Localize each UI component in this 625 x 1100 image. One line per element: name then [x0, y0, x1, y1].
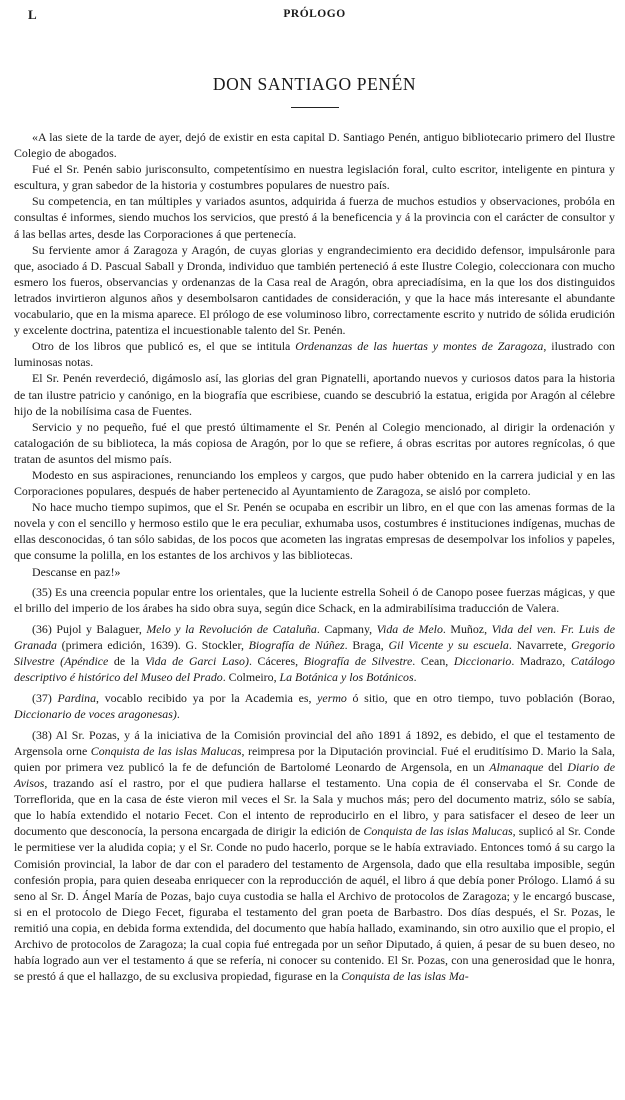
- footnote-38: [14, 727, 615, 985]
- article-title: DON SANTIAGO PENÉN: [212, 74, 417, 94]
- paragraph: Su ferviente amor á Zaragoza y Aragón, de cuyas glorias y engrandecimiento era decidido defensor, impulsáronle para que, asociado á D. Pascual Saball y Dronda, individuo que también perteneció á este Ilustre Colegio, coleccionara con mucho esmero los fueros, observancias y ordenanzas de la Casa real de Aragón, obra apreciadísima, en la que los dos distinguidos letrados invirtieron algunos años y desembolsaron cantidades de consideración, y que la hace más interesante el abundante vocabulario, que en la misma aparece. El prólogo de ese voluminoso libro, correctamente escrito y nutrido de sólida erudición y excelente doctrina, patentiza el incuestionable talento del Sr. Penén.: [14, 242, 615, 338]
- book-title: Conquista de las islas Ma-: [341, 969, 469, 984]
- text: (38) Al Sr. Pozas, y á la iniciativa de la Comisión provincial del año 1891 á 1892, es debido, el que el testamento de Argensola orne: [14, 727, 615, 758]
- term: yermo: [317, 690, 347, 705]
- text: . Muñoz,: [442, 622, 492, 636]
- text: , trazando así el rastro, por el que pudiera hallarse el testamento. Una copia de él conservaba el Sr. Conde de Torreflorida, que en la casa de éste vieron mil veces el Sr. la Sala y muchos más; pero del documento matriz, sólo se sabía, que lo había extendido el notario Fecet. Con el intento de reproducirlo en el libro, y para satisfacer el deseo de leer un documento que desconocía, la persona encargada de dirigir la edición de: [14, 776, 615, 839]
- text: Otro de los libros que publicó es, el que se intitula: [32, 339, 296, 354]
- paragraph: Su competencia, en tan múltiples y variados asuntos, adquirida á fuerza de muchos estudios y observaciones, probóla en consultas é informes, siendo muchos los servicios, que prestó á la beneficencia y á la provincia con el carácter de consultor y á las bellas artes, desde las Corporaciones á que pertenecía.: [14, 194, 615, 241]
- term: Pardina: [57, 690, 97, 705]
- paragraph: Servicio y no pequeño, fué el que prestó últimamente el Sr. Penén al Colegio mencionado, al dirigir la ordenación y catalogación de su biblioteca, la más copiosa de Aragón, por lo que se refiere, á obras escritas por autores regnícolas, ó que tratan de asuntos del mismo país.: [14, 419, 615, 466]
- book-title: Ordenanzas de las huertas y montes de Zaragoza: [295, 339, 544, 354]
- text: . Madrazo,: [511, 654, 571, 669]
- text: . Braga,: [344, 638, 389, 653]
- book-title: Almanaque: [489, 759, 544, 774]
- text: , reimpresa por la Diputación provincial. Fué el eruditísimo D. Mario la Sala, quien por primera vez publicó la fe de defunción de Bartolomé Leonardo de Argensola, en un: [14, 743, 615, 774]
- paragraph: No hace mucho tiempo supimos, que el Sr. Penén se ocupaba en escribir un libro, en el que con las amenas formas de la novela y con el sencillo y hermoso estilo que le era peculiar, exhumaba usos, costumbres é instituciones indígenas, muchas de ellas desconocidas, ó tan sólo sabidas, de los pocos que acometen las ingratas empresas de desempolvar los infolios y papeles, que consume la polilla, en los estantes de los archivos y las bibliotecas.: [14, 500, 615, 563]
- text: . Cáceres,: [248, 654, 304, 669]
- paragraph: Modesto en sus aspiraciones, renunciando los empleos y cargos, que pudo haber obtenido en la carrera judicial y en las Corporaciones populares, después de haber pertenecido al Ayuntamiento de Zaragoza, se aisló por completo.: [14, 467, 615, 499]
- running-header: [14, 0, 615, 30]
- title-rule: [291, 107, 339, 108]
- paragraph: Descanse en paz!»: [32, 564, 121, 579]
- book-title: Diccionario de voces aragonesas): [14, 707, 177, 722]
- text: ó sitio, que en otro tiempo, tuvo población (Borao,: [346, 690, 615, 705]
- book-title: Vida de Garci Laso): [144, 654, 249, 669]
- paragraph: Fué el Sr. Penén sabio jurisconsulto, competentísimo en nuestra legislación foral, culto escritor, inteligente en pintura y escultura, y gran sabedor de la historia y costumbres populares de nuestro país.: [14, 162, 615, 193]
- book-title: Melo y la Revolución de Cataluña: [146, 622, 317, 636]
- text: . Cean,: [412, 654, 454, 669]
- text: . Navarrete,: [508, 638, 572, 653]
- text: . Capmany,: [316, 622, 377, 636]
- book-title: Vida de Melo: [376, 622, 443, 636]
- book-title: Biografía de Silvestre: [303, 654, 413, 669]
- text: (primera edición, 1639). G. Stockler,: [56, 638, 249, 653]
- text: (36) Pujol y Balaguer,: [32, 622, 147, 636]
- text: , suplicó al Sr. Conde le permitiese ver la aludida copia; y el Sr. Conde no pudo hacerlo, porque se le había extraviado. Entonces tomó á su cargo la Comisión provincial, la labor de dar con el paradero del testamento de Argensola, dado que ella resultaba imposible, según confesión propia, para quien deseaba enriquecer con la reproducción de aquél, el libro á que debía poner Prólogo. Llamó á su seno al Sr. D. Ángel María de Pozas, bajo cuya custodia se halla el Archivo de protocolos de Zaragoza; y le encargó buscase, si en el protocolo de Diego Fecet, figuraba el testamento del gran poeta de Barbastro. Dos días después, el Sr. Pozas, le remitió una copia, en debida forma extendida, del documento que había hallado, examinando, sin otro auxilio que el propio, el Archivo de protocolos de Zaragoza; la cual copia fué entregada por un señor Diputado, á quien, á pesar de su buen deseo, no había logrado aun ver el testamento á que se refería, ni conocer su contenido. El Sr. Pozas, con una generosidad que le honra, se prestó á que el hallazgo, de su exclusiva propiedad, figurase en la: [14, 824, 615, 984]
- footnote-37: [14, 690, 615, 722]
- text: (37): [32, 690, 58, 705]
- book-title: La Botánica y los Botánicos: [279, 670, 414, 685]
- paragraph: «A las siete de la tarde de ayer, dejó de existir en esta capital D. Santiago Penén, antiguo bibliotecario primero del Ilustre Colegio de abogados.: [14, 130, 615, 161]
- book-title: Gregorio Silvestre (Apéndice: [14, 638, 615, 669]
- book-title: Diario de Avisos: [14, 759, 615, 791]
- text: , vocablo recibido ya por la Academia es,: [96, 690, 318, 705]
- text: de la: [108, 654, 145, 669]
- text: , ilustrado con luminosas notas.: [14, 339, 616, 370]
- text: del: [543, 759, 568, 774]
- book-title: Diccionario: [453, 654, 512, 669]
- footnote-35: (35) Es una creencia popular entre los orientales, que la luciente estrella Soheil ó de Canopo posee fuerzas mágicas, y que el brillo del imperio de los árabes ha sido obra suya, según dice Schack, en la admirabilísima traducción de Valera.: [14, 585, 615, 616]
- book-title: Conquista de las islas Malucas: [90, 743, 242, 758]
- page-number: L: [28, 7, 37, 22]
- paragraph: [14, 338, 615, 370]
- article-body: [14, 129, 615, 984]
- text: . Colmeiro,: [222, 670, 280, 685]
- text: .: [176, 707, 180, 722]
- book-title: Gil Vicente y su escuela: [388, 638, 509, 653]
- running-title: PRÓLOGO: [283, 8, 346, 20]
- book-title: Conquista de las islas Malucas: [363, 824, 513, 839]
- paragraph: El Sr. Penén reverdeció, digámoslo así, las glorias del gran Pignatelli, aportando nuevos y curiosos datos para la historia de tan ilustre patricio y canónigo, en la biografía que escribiese, cuando se descubrió la estatua, erigida por Aragón al célebre hijo de la nobilísima casa de Fuentes.: [14, 371, 615, 418]
- footnote-36: [14, 621, 615, 685]
- text: .: [413, 670, 417, 685]
- book-title: Catálogo descriptivo é histórico del Museo del Prado: [14, 654, 615, 685]
- book-title: Biografía de Núñez: [248, 638, 345, 653]
- book-title: Vida del ven. Fr. Luis de Granada: [14, 622, 615, 653]
